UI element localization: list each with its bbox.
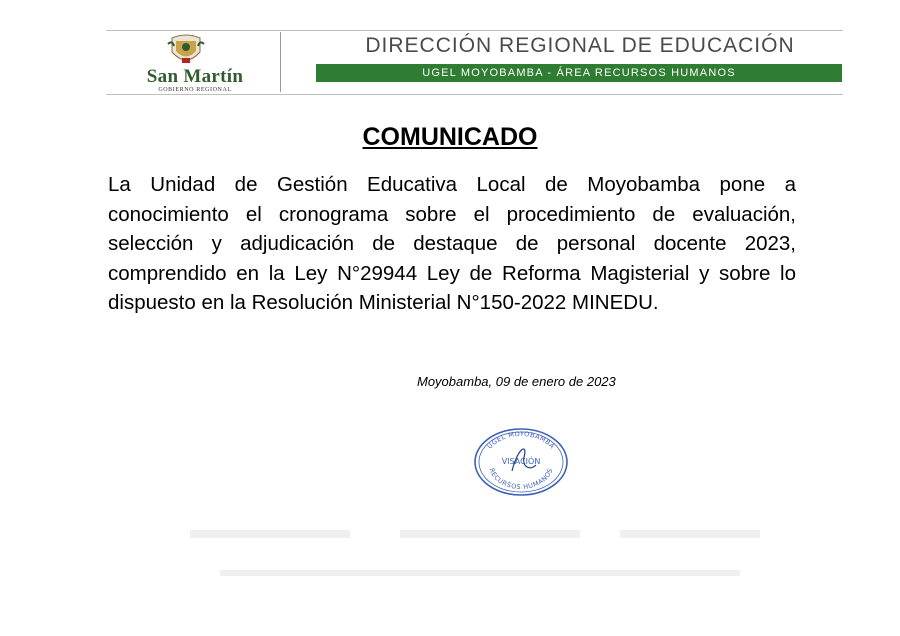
- logo-subtitle: GOBIERNO REGIONAL: [158, 87, 232, 93]
- regional-logo: [108, 32, 278, 92]
- document-title: COMUNICADO: [362, 123, 538, 151]
- svg-text:UGEL MOYOBAMBA: [486, 430, 557, 451]
- header-bottom-rule: [106, 94, 843, 95]
- coat-of-arms-icon: [166, 34, 206, 68]
- visacion-stamp: [472, 427, 570, 497]
- organization-subtitle-bar: [316, 64, 842, 82]
- document-body: La Unidad de Gestión Educativa Local de Moyobamba pone a conocimiento el cronograma sobre el procedimiento de evaluación, selección y adjudicación de destaque de personal docente 2023, comprendido en la Ley N°29944 Ley de Reforma Magisterial y sobre lo dispuesto en la Resolución Ministerial N°150-2022 MINEDU.: [108, 173, 796, 314]
- header-top-rule: [106, 30, 843, 31]
- stamp-text-bottom: RECURSOS HUMANOS: [487, 467, 555, 492]
- svg-text:RECURSOS HUMANOS: [487, 467, 554, 491]
- logo-name: San Martín: [146, 66, 244, 87]
- organization-title: DIRECCIÓN REGIONAL DE EDUCACIÓN: [365, 34, 795, 57]
- organization-subtitle: UGEL MOYOBAMBA - ÁREA RECURSOS HUMANOS: [422, 67, 736, 79]
- document-date: Moyobamba, 09 de enero de 2023: [417, 374, 616, 389]
- faint-bleed-through: [180, 510, 780, 620]
- stamp-text-center: VISACIÓN: [501, 457, 541, 466]
- header-divider: [280, 32, 281, 92]
- stamp-text-top: UGEL MOYOBAMBA: [485, 429, 557, 451]
